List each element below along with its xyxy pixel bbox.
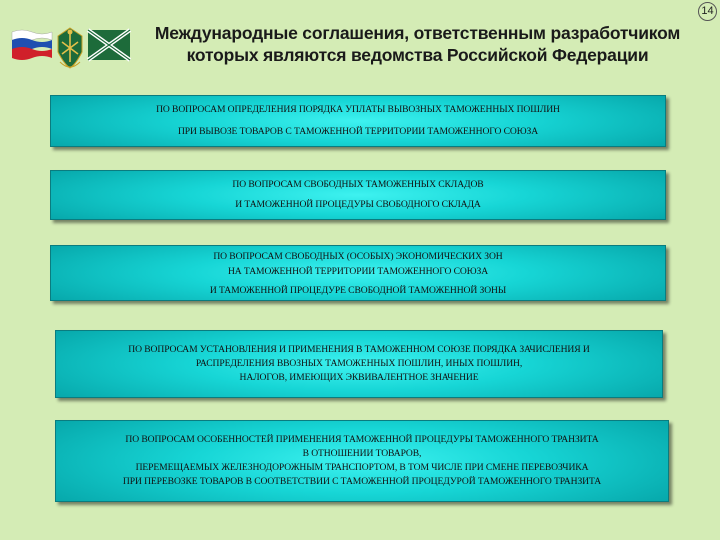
logo-graphics <box>8 22 134 76</box>
customs-emblem-icon <box>58 28 82 68</box>
box-text-line: ПО ВОПРОСАМ СВОБОДНЫХ (ОСОБЫХ) ЭКОНОМИЧЕСКИХ ЗОН <box>213 250 503 262</box>
title-line-1: Международные соглашения, ответственным разработчиком <box>154 23 681 43</box>
box-text-line: В ОТНОШЕНИИ ТОВАРОВ, <box>302 448 422 459</box>
page-title <box>140 22 695 66</box>
box-text-line: РАСПРЕДЕЛЕНИЯ ВВОЗНЫХ ТАМОЖЕННЫХ ПОШЛИН, ИНЫХ ПОШЛИН, <box>195 358 523 369</box>
agreement-box-free-warehouses <box>50 170 666 220</box>
agreement-box-import-duties-distribution <box>55 330 663 398</box>
customs-flag-icon <box>88 30 130 60</box>
agreement-box-export-duties <box>50 95 666 147</box>
title-line-2: которых являются ведомства Российской Федерации <box>186 45 649 65</box>
box-text-line: ПО ВОПРОСАМ СВОБОДНЫХ ТАМОЖЕННЫХ СКЛАДОВ <box>232 179 484 190</box>
box-text-line: ПО ВОПРОСАМ ОПРЕДЕЛЕНИЯ ПОРЯДКА УПЛАТЫ ВЫВОЗНЫХ ТАМОЖЕННЫХ ПОШЛИН <box>156 104 560 115</box>
box-text-line: ПЕРЕМЕЩАЕМЫХ ЖЕЛЕЗНОДОРОЖНЫМ ТРАНСПОРТОМ, В ТОМ ЧИСЛЕ ПРИ СМЕНЕ ПЕРЕВОЗЧИКА <box>135 462 589 473</box>
page-number: 14 <box>698 2 717 21</box>
box-text-line: НАЛОГОВ, ИМЕЮЩИХ ЭКВИВАЛЕНТНОЕ ЗНАЧЕНИЕ <box>239 372 479 383</box>
russian-flag-icon <box>12 30 52 60</box>
agreement-box-customs-transit <box>55 420 669 502</box>
box-text-line: ПО ВОПРОСАМ ОСОБЕННОСТЕЙ ПРИМЕНЕНИЯ ТАМОЖЕННОЙ ПРОЦЕДУРЫ ТАМОЖЕННОГО ТРАНЗИТА <box>125 434 599 445</box>
box-text-line: НА ТАМОЖЕННОЙ ТЕРРИТОРИИ ТАМОЖЕННОГО СОЮЗА <box>227 265 489 277</box>
box-text-line: И ТАМОЖЕННОЙ ПРОЦЕДУРЫ СВОБОДНОГО СКЛАДА <box>235 199 481 210</box>
box-text-line: И ТАМОЖЕННОЙ ПРОЦЕДУРЕ СВОБОДНОЙ ТАМОЖЕННОЙ ЗОНЫ <box>209 284 507 296</box>
agreement-box-economic-zones <box>50 245 666 301</box>
box-text-line: ПРИ ВЫВОЗЕ ТОВАРОВ С ТАМОЖЕННОЙ ТЕРРИТОРИИ ТАМОЖЕННОГО СОЮЗА <box>177 126 539 137</box>
header-logos <box>8 22 134 76</box>
box-text-line: ПРИ ПЕРЕВОЗКЕ ТОВАРОВ В СООТВЕТСТВИИ С ТАМОЖЕННОЙ ПРОЦЕДУРОЙ ТАМОЖЕННОГО ТРАНЗИТА <box>122 476 602 487</box>
box-text-line: ПО ВОПРОСАМ УСТАНОВЛЕНИЯ И ПРИМЕНЕНИЯ В ТАМОЖЕННОМ СОЮЗЕ ПОРЯДКА ЗАЧИСЛЕНИЯ И <box>128 344 590 355</box>
